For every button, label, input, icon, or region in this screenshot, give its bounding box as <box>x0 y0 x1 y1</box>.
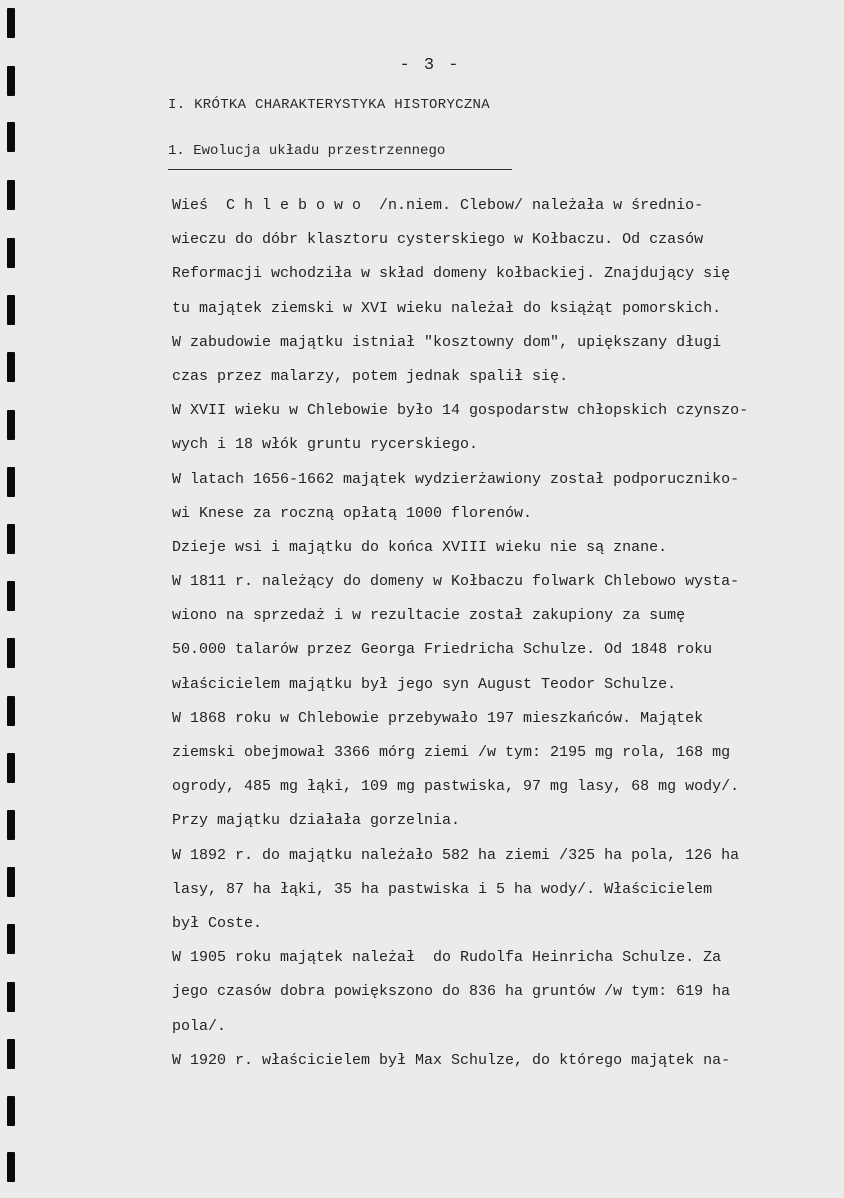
body-text <box>172 189 822 1078</box>
text-line: ogrody, 485 mg łąki, 109 mg pastwiska, 97 mg lasy, 68 mg wody/. <box>172 778 740 796</box>
text-line: czas przez malarzy, potem jednak spalił się. <box>172 367 569 385</box>
binding-hole <box>7 238 15 268</box>
binding-hole <box>7 867 15 897</box>
binding-hole <box>7 1039 15 1069</box>
binding-hole <box>7 122 15 152</box>
binding-hole <box>7 753 15 783</box>
binding-hole <box>7 467 15 497</box>
text-line: ziemski obejmował 3366 mórg ziemi /w tym: 2195 mg rola, 168 mg <box>172 744 731 761</box>
text-line: W latach 1656-1662 majątek wydzierżawiony został podporuczniko- <box>172 470 740 488</box>
binding-hole <box>7 410 15 440</box>
text-line: W 1892 r. do majątku należało 582 ha ziemi /325 ha pola, 126 ha <box>172 846 740 864</box>
binding-hole <box>7 581 15 611</box>
text-line: wych i 18 włók gruntu rycerskiego. <box>172 436 479 454</box>
text-line: W 1868 roku w Chlebowie przebywało 197 mieszkańców. Majątek <box>172 709 704 727</box>
section-heading: I. KRÓTKA CHARAKTERYSTYKA HISTORYCZNA <box>168 97 490 113</box>
text-line: jego czasów dobra powiększono do 836 ha gruntów /w tym: 619 ha <box>172 983 731 1001</box>
text-line: wiono na sprzedaż i w rezultacie został zakupiony za sumę <box>172 607 686 625</box>
text-line: tu majątek ziemski w XVI wieku należał do książąt pomorskich. <box>172 299 722 317</box>
text-line: Dzieje wsi i majątku do końca XVIII wieku nie są znane. <box>172 538 668 556</box>
text-line: W zabudowie majątku istniał "kosztowny dom", upiększany długi <box>172 333 722 351</box>
binding-holes <box>0 0 20 1198</box>
binding-hole <box>7 696 15 726</box>
text-line: lasy, 87 ha łąki, 35 ha pastwiska i 5 ha wody/. Właścicielem <box>172 880 713 898</box>
binding-hole <box>7 295 15 325</box>
binding-hole <box>7 1152 15 1182</box>
binding-hole <box>7 8 15 38</box>
text-line: był Coste. <box>172 914 263 932</box>
text-line: wieczu do dóbr klasztoru cysterskiego w Kołbaczu. Od czasów <box>172 231 704 249</box>
binding-hole <box>7 638 15 668</box>
binding-hole <box>7 180 15 210</box>
page-number: - 3 - <box>399 56 461 75</box>
text-line: 50.000 talarów przez Georga Friedricha Schulze. Od 1848 roku <box>172 641 713 659</box>
text-line: pola/. <box>172 1017 227 1035</box>
text-line: właścicielem majątku był jego syn August Teodor Schulze. <box>172 675 677 693</box>
binding-hole <box>7 1096 15 1126</box>
text-line: W 1811 r. należący do domeny w Kołbaczu folwark Chlebowo wysta- <box>172 573 740 591</box>
text-line: Reformacji wchodziła w skład domeny kołbackiej. Znajdujący się <box>172 265 731 283</box>
text-line: W 1920 r. właścicielem był Max Schulze, do którego majątek na- <box>172 1051 731 1069</box>
binding-hole <box>7 524 15 554</box>
text-line: Wieś C h l e b o w o /n.niem. Clebow/ należała w średnio- <box>172 197 704 214</box>
text-line: W 1905 roku majątek należał do Rudolfa Heinricha Schulze. Za <box>172 949 722 967</box>
binding-hole <box>7 924 15 954</box>
binding-hole <box>7 352 15 382</box>
text-line: wi Knese za roczną opłatą 1000 florenów. <box>172 504 533 522</box>
binding-hole <box>7 66 15 96</box>
text-line: Przy majątku działała gorzelnia. <box>172 812 461 830</box>
binding-hole <box>7 810 15 840</box>
binding-hole <box>7 982 15 1012</box>
subsection-heading: 1. Ewolucja układu przestrzennego <box>168 143 446 159</box>
text-line: W XVII wieku w Chlebowie było 14 gospodarstw chłopskich czynszo- <box>172 402 749 420</box>
subheading-underline <box>168 169 512 170</box>
